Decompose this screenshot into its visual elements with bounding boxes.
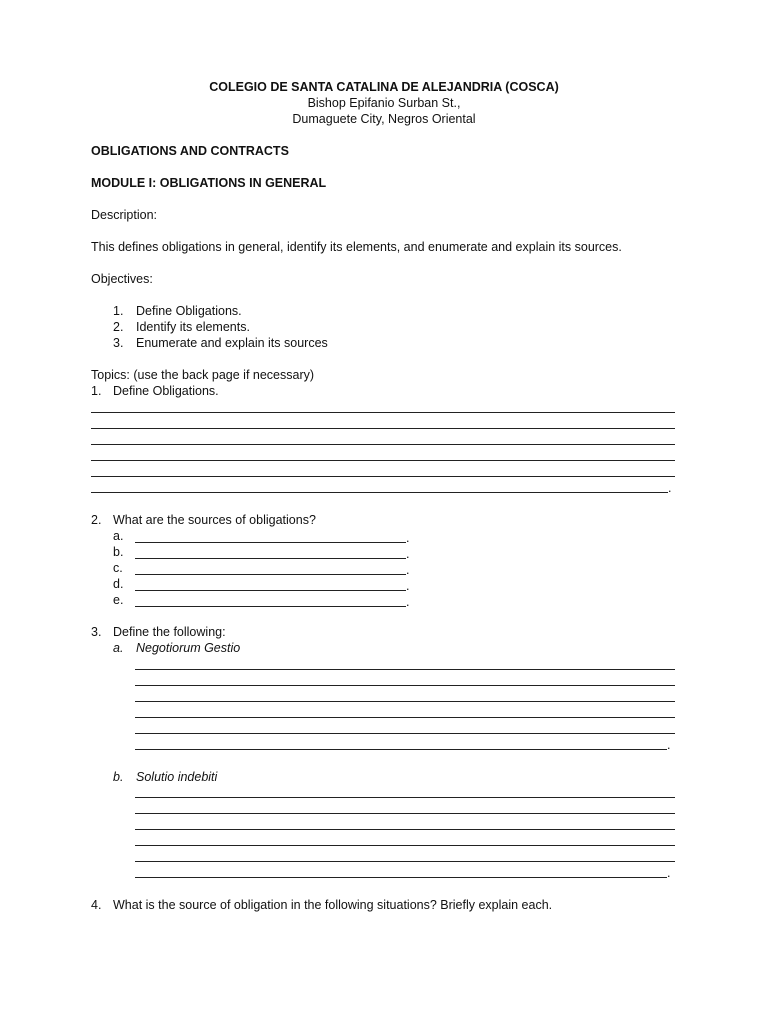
line-end-period: . <box>668 481 672 495</box>
sub-item-letter: a. <box>113 641 124 655</box>
answer-line[interactable] <box>91 460 675 461</box>
line-end-period: . <box>667 738 671 752</box>
module-title: MODULE I: OBLIGATIONS IN GENERAL <box>91 176 327 190</box>
topics-heading: Topics: (use the back page if necessary) <box>91 368 315 382</box>
answer-line[interactable] <box>135 733 675 734</box>
objective-number: 2. <box>113 320 124 334</box>
answer-line[interactable] <box>135 861 675 862</box>
objective-text: Identify its elements. <box>136 320 250 334</box>
answer-line[interactable] <box>135 542 406 543</box>
answer-line[interactable] <box>135 669 675 670</box>
answer-line[interactable] <box>91 444 675 445</box>
line-end-period: . <box>406 547 410 561</box>
question-number: 1. <box>91 384 102 398</box>
answer-line[interactable] <box>135 877 667 878</box>
address-line-2: Dumaguete City, Negros Oriental <box>292 112 476 126</box>
answer-letter: c. <box>113 561 123 575</box>
line-end-period: . <box>406 531 410 545</box>
answer-letter: b. <box>113 545 124 559</box>
answer-line[interactable] <box>135 749 667 750</box>
answer-line[interactable] <box>135 813 675 814</box>
answer-line[interactable] <box>91 428 675 429</box>
question-number: 4. <box>91 898 102 912</box>
answer-letter: d. <box>113 577 124 591</box>
term-negotiorum-gestio: Negotiorum Gestio <box>136 641 241 655</box>
line-end-period: . <box>406 579 410 593</box>
question-number: 2. <box>91 513 102 527</box>
question-text: What are the sources of obligations? <box>113 513 316 527</box>
answer-line[interactable] <box>135 606 406 607</box>
answer-line[interactable] <box>135 558 406 559</box>
answer-line[interactable] <box>135 590 406 591</box>
answer-line[interactable] <box>91 412 675 413</box>
question-text: Define the following: <box>113 625 226 639</box>
answer-letter: e. <box>113 593 124 607</box>
objective-text: Define Obligations. <box>136 304 242 318</box>
answer-line[interactable] <box>135 685 675 686</box>
answer-line[interactable] <box>135 574 406 575</box>
sub-item-letter: b. <box>113 770 124 784</box>
line-end-period: . <box>667 866 671 880</box>
objective-number: 3. <box>113 336 124 350</box>
line-end-period: . <box>406 563 410 577</box>
answer-line[interactable] <box>135 845 675 846</box>
question-text: What is the source of obligation in the following situations? Briefly explain each. <box>113 898 553 912</box>
course-title: OBLIGATIONS AND CONTRACTS <box>91 144 289 158</box>
answer-line[interactable] <box>135 829 675 830</box>
line-end-period: . <box>406 595 410 609</box>
address-line-1: Bishop Epifanio Surban St., <box>307 96 461 110</box>
description-heading: Description: <box>91 208 157 222</box>
question-number: 3. <box>91 625 102 639</box>
answer-letter: a. <box>113 529 124 543</box>
objectives-heading: Objectives: <box>91 272 153 286</box>
answer-line[interactable] <box>91 476 675 477</box>
answer-line[interactable] <box>135 797 675 798</box>
answer-line[interactable] <box>91 492 668 493</box>
school-name: COLEGIO DE SANTA CATALINA DE ALEJANDRIA (COSCA) <box>209 80 559 94</box>
description-text: This defines obligations in general, identify its elements, and enumerate and explain its sources. <box>91 240 622 254</box>
objective-text: Enumerate and explain its sources <box>136 336 328 350</box>
question-text: Define Obligations. <box>113 384 219 398</box>
term-solutio-indebiti: Solutio indebiti <box>136 770 218 784</box>
answer-line[interactable] <box>135 701 675 702</box>
objective-number: 1. <box>113 304 124 318</box>
answer-line[interactable] <box>135 717 675 718</box>
